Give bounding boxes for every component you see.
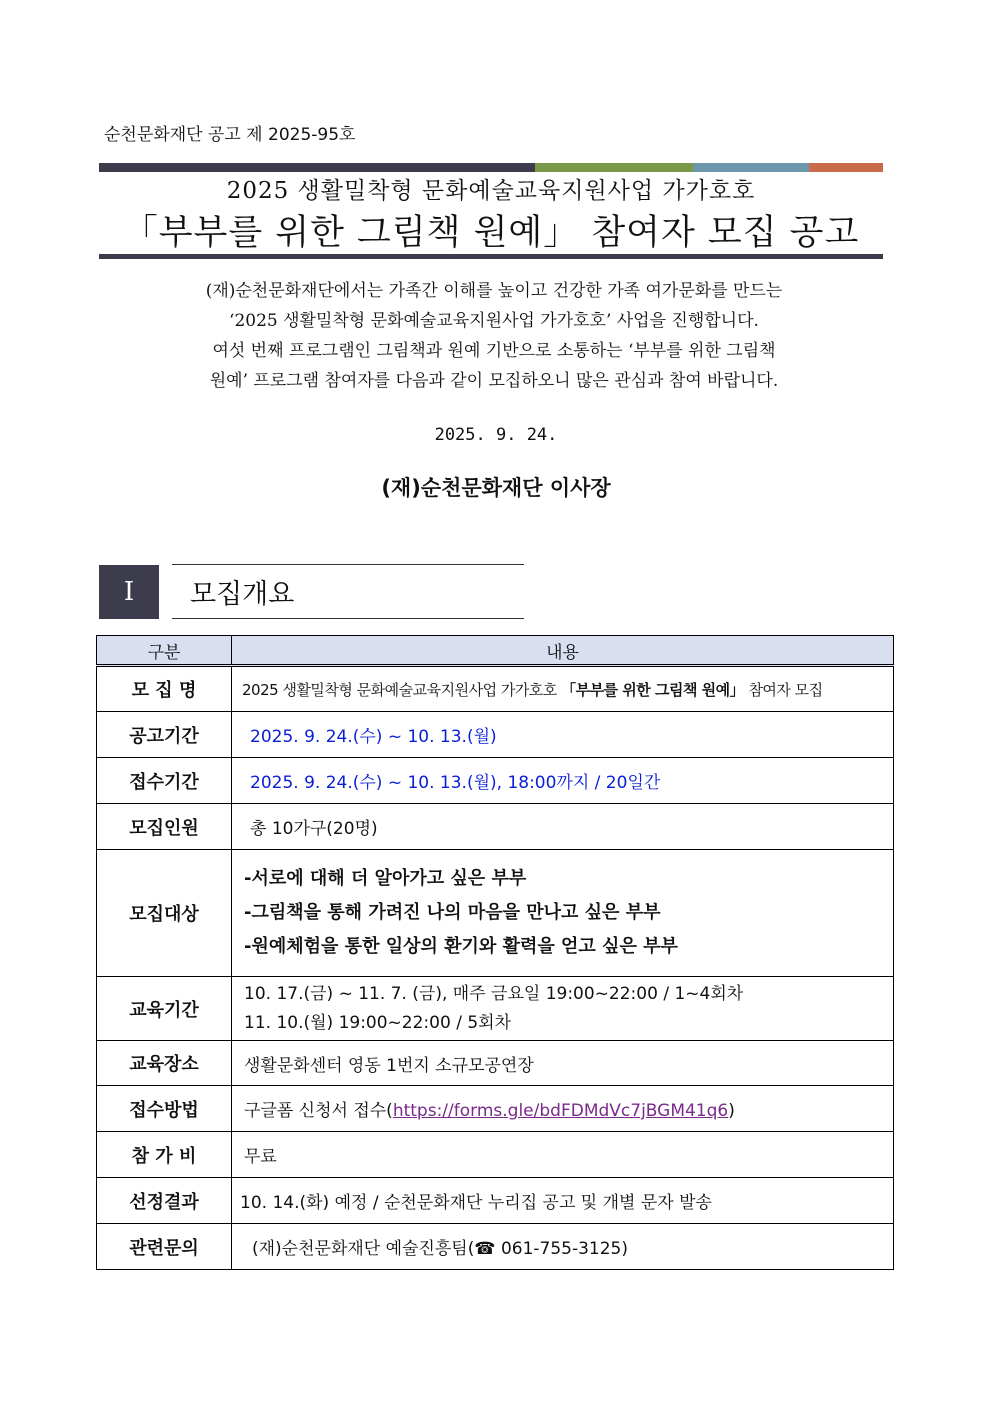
- header-content: 내용: [232, 636, 894, 666]
- table-row: [97, 1224, 894, 1270]
- education-period-value: [232, 977, 894, 1041]
- table-row: [97, 1086, 894, 1132]
- header-category: 구분: [97, 636, 232, 666]
- row-label: 참 가 비: [97, 1132, 232, 1178]
- table-row: [97, 1178, 894, 1224]
- table-row: [97, 1041, 894, 1086]
- recruit-name-emphasis: 「부부를 위한 그림책 원예」: [561, 680, 745, 699]
- table-row: [97, 804, 894, 850]
- section-number-badge: Ⅰ: [99, 565, 159, 619]
- color-bar-segment-blue: [693, 163, 809, 172]
- result-value: 10. 14.(화) 예정 / 순천문화재단 누리집 공고 및 개별 문자 발송: [232, 1178, 894, 1224]
- section-title: 모집개요: [190, 579, 295, 610]
- row-label: 모 집 명: [97, 666, 232, 712]
- intro-line: 원예’ 프로그램 참여자를 다음과 같이 모집하오니 많은 관심과 참여 바랍니다.: [209, 371, 779, 391]
- education-period-line: 11. 10.(월) 19:00~22:00 / 5회차: [244, 1012, 511, 1033]
- row-label: 교육장소: [97, 1041, 232, 1086]
- method-value: [232, 1086, 894, 1132]
- row-label: 교육기간: [97, 977, 232, 1041]
- reception-period-value: 2025. 9. 24.(수) ~ 10. 13.(월), 18:00까지 / 20일간: [232, 758, 894, 804]
- title-underline: [99, 254, 883, 259]
- intro-line: (재)순천문화재단에서는 가족간 이해를 높이고 건강한 가족 여가문화를 만드는: [205, 281, 783, 301]
- fee-value: 무료: [232, 1132, 894, 1178]
- row-label: 공고기간: [97, 712, 232, 758]
- table-header-row: [97, 636, 894, 666]
- notice-date: 2025. 9. 24.: [434, 425, 558, 445]
- color-bar-segment-green: [535, 163, 693, 172]
- recruitment-overview-table: [96, 635, 894, 1270]
- table-row: [97, 977, 894, 1041]
- list-item: -서로에 대해 더 알아가고 싶은 부부: [244, 868, 527, 889]
- table-row: [97, 758, 894, 804]
- recruit-name-prefix: 2025 생활밀착형 문화예술교육지원사업 가가호호: [242, 680, 557, 699]
- page-title: 「부부를 위한 그림책 원예」 참여자 모집 공고: [122, 213, 860, 253]
- application-form-link[interactable]: https://forms.gle/bdFDMdVc7jBGM41q6: [392, 1101, 729, 1121]
- education-period-line: 10. 17.(금) ~ 11. 7. (금), 매주 금요일 19:00~22:00 / 1~4회차: [244, 983, 744, 1004]
- recruit-name-suffix: 참여자 모집: [748, 680, 823, 699]
- color-bar-segment-orange: [809, 163, 883, 172]
- table-row: [97, 712, 894, 758]
- row-label: 선정결과: [97, 1178, 232, 1224]
- table-row: [97, 666, 894, 712]
- row-label: 관련문의: [97, 1224, 232, 1270]
- notice-period-value: 2025. 9. 24.(수) ~ 10. 13.(월): [232, 712, 894, 758]
- section-bottom-rule: [172, 618, 524, 619]
- notice-number: 순천문화재단 공고 제 2025-95호: [104, 125, 356, 145]
- decorative-color-bar: [99, 163, 883, 172]
- intro-line: ‘2025 생활밀착형 문화예술교육지원사업 가가호호’ 사업을 진행합니다.: [229, 311, 759, 331]
- headcount-value: 총 10가구(20명): [232, 804, 894, 850]
- list-item: -그림책을 통해 가려진 나의 마음을 만나고 싶은 부부: [244, 902, 661, 923]
- row-label: 모집대상: [97, 850, 232, 977]
- row-label: 모집인원: [97, 804, 232, 850]
- row-label: 접수방법: [97, 1086, 232, 1132]
- list-item: -원예체험을 통한 일상의 환기와 활력을 얻고 싶은 부부: [244, 936, 678, 957]
- method-prefix: 구글폼 신청서 접수(: [244, 1101, 393, 1121]
- color-bar-segment-dark: [99, 163, 535, 172]
- row-label: 접수기간: [97, 758, 232, 804]
- issuer-name: (재)순천문화재단 이사장: [381, 476, 611, 500]
- intro-paragraph: [104, 276, 884, 396]
- table-row: [97, 850, 894, 977]
- method-suffix: ): [728, 1101, 735, 1121]
- inquiry-value: (재)순천문화재단 예술진흥팀(☎ 061-755-3125): [232, 1224, 894, 1270]
- table-row: [97, 1132, 894, 1178]
- recruit-name-value: [232, 666, 894, 712]
- intro-line: 여섯 번째 프로그램인 그림책과 원예 기반으로 소통하는 ‘부부를 위한 그림책: [212, 341, 776, 361]
- target-list: [232, 850, 894, 977]
- venue-value: 생활문화센터 영동 1번지 소규모공연장: [232, 1041, 894, 1086]
- program-subtitle: 2025 생활밀착형 문화예술교육지원사업 가가호호: [226, 178, 756, 204]
- section-top-rule: [172, 564, 524, 565]
